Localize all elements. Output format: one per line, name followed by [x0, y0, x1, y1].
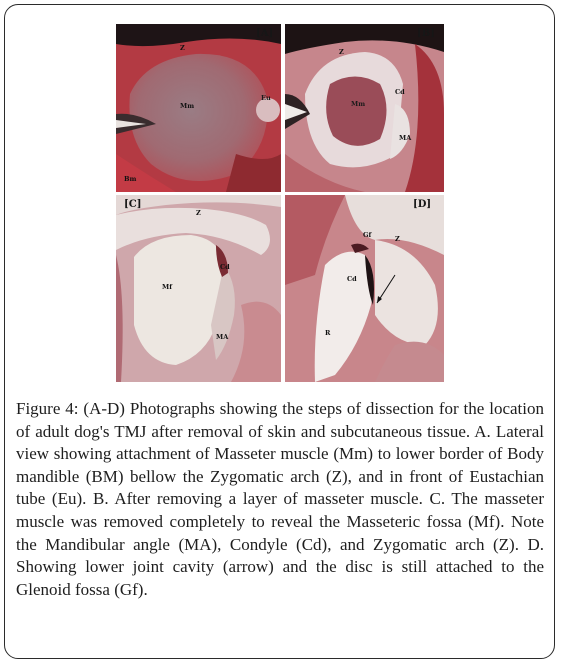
label-d-z: Z	[395, 235, 400, 243]
label-a-mm: Mm	[180, 102, 195, 110]
label-a-eu: Eu	[261, 94, 271, 102]
photo-panel-a	[116, 24, 281, 192]
panel-a-letter: [A]	[256, 28, 274, 39]
photo-a-image	[116, 24, 281, 192]
label-c-cd: Cd	[220, 263, 230, 271]
label-a-bm: Bm	[124, 175, 137, 183]
panel-b-letter: [B]	[417, 28, 435, 39]
figure-caption-text: (A-D) Photographs showing the steps of dissection for the location of adult dog's TMJ after removal of skin and subcutaneous tissue. A. Lateral view showing attachment of Masseter muscle (Mm) to lower border of Body mandible (BM) bellow the Zygomatic arch (Z), and in front of Eustachian tube (Eu). B. After removing a layer of masseter muscle. C. The masseter muscle was removed completely to reveal the Masseteric fossa (Mf). Note the Mandibular angle (MA), Condyle (Cd), and Zygomatic arch (Z). D. Showing lower joint cavity (arrow) and the disc is still attached to the Glenoid fossa (Gf).	[16, 399, 544, 599]
photo-b-image	[285, 24, 444, 192]
photo-panel-d	[285, 195, 444, 382]
label-c-ma: MA	[216, 333, 229, 341]
label-a-z: Z	[180, 44, 185, 52]
photo-panel-c	[116, 195, 281, 382]
photo-panel-b	[285, 24, 444, 192]
photo-c-image	[116, 195, 281, 382]
label-b-ma: MA	[399, 134, 412, 142]
label-c-z: Z	[196, 209, 201, 217]
label-b-z: Z	[339, 48, 344, 56]
photo-d-image	[285, 195, 444, 382]
label-d-r: R	[325, 329, 331, 337]
label-b-cd: Cd	[395, 88, 405, 96]
figure-caption	[16, 398, 544, 601]
label-c-mf: Mf	[162, 283, 172, 291]
label-d-cd: Cd	[347, 275, 357, 283]
figure-caption-label: Figure 4:	[16, 399, 79, 418]
figure-photo-grid	[116, 24, 444, 382]
panel-c-letter: [C]	[124, 199, 142, 210]
label-b-mm: Mm	[351, 100, 366, 108]
label-d-gf: Gf	[363, 231, 372, 239]
panel-d-letter: [D]	[413, 199, 432, 210]
